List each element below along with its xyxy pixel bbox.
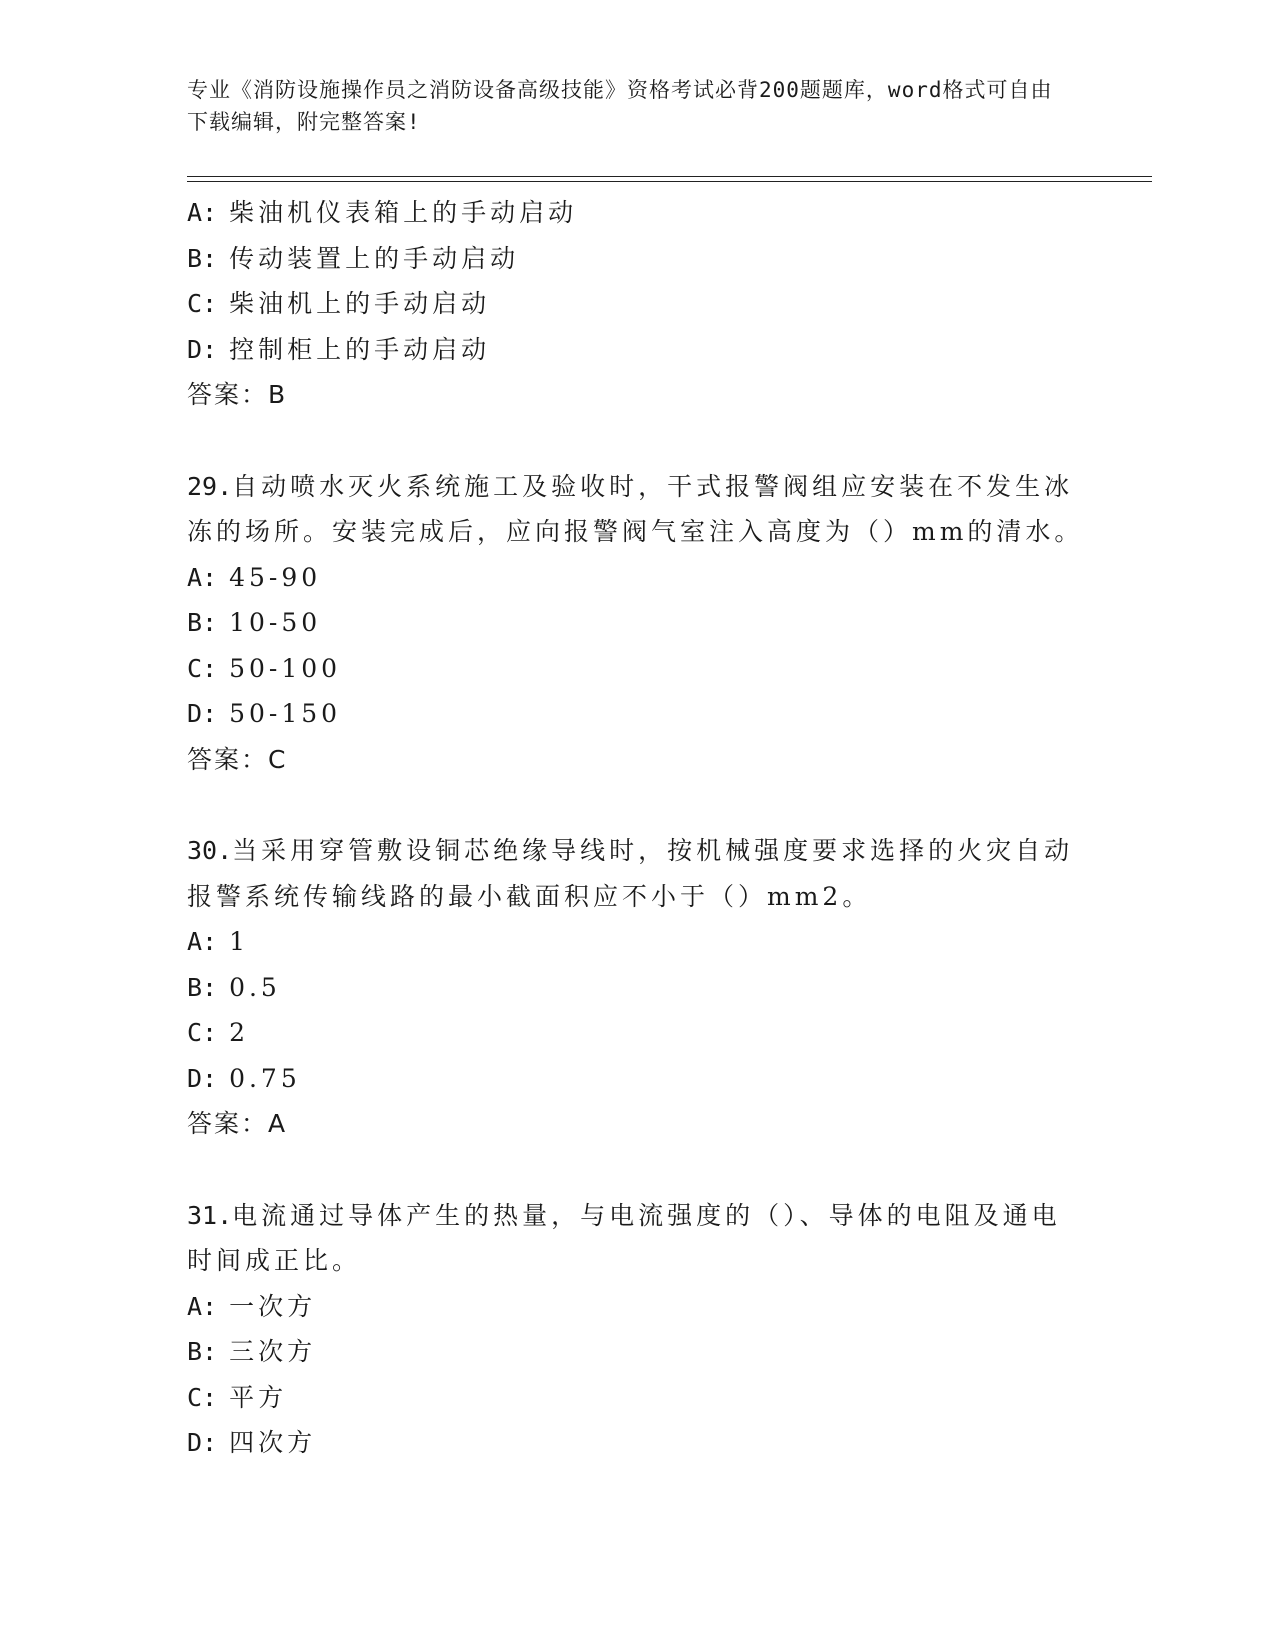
option-c: C: 平方 (187, 1382, 288, 1412)
option-b: B: 三次方 (187, 1337, 317, 1366)
question-list (187, 190, 1087, 1466)
answer-line: 答案：C (187, 744, 288, 774)
prev-question-block (187, 190, 1087, 418)
question-text: 31.电流通过导体产生的热量，与电流强度的（）、导体的电阻及通电时间成正比。 (187, 1200, 1061, 1275)
option-d: D: 四次方 (187, 1428, 317, 1457)
header-rule-bottom (187, 181, 1152, 182)
option-d: D: 控制柜上的手动启动 (187, 334, 491, 364)
option-c: C: 2 (187, 1018, 249, 1047)
question-30-block (187, 828, 1087, 1147)
option-b: B: 10-50 (187, 608, 322, 637)
option-d: D: 50-150 (187, 699, 342, 728)
header-rule-top (187, 176, 1152, 177)
document-header: 专业《消防设施操作员之消防设备高级技能》资格考试必背200题题库，word格式可自由下载编辑，附完整答案! (187, 78, 1053, 134)
question-31-block (187, 1193, 1087, 1466)
option-b: B: 0.5 (187, 972, 281, 1002)
question-text: 30.当采用穿管敷设铜芯绝缘导线时，按机械强度要求选择的火灾自动报警系统传输线路的最小截面积应不小于（）mm2。 (187, 836, 1074, 911)
option-a: A: 1 (187, 927, 249, 956)
question-29-block (187, 464, 1087, 783)
option-a: A: 一次方 (187, 1291, 317, 1321)
answer-line: 答案：B (187, 380, 288, 409)
option-a: A: 45-90 (187, 562, 322, 592)
option-b: B: 传动装置上的手动启动 (187, 243, 520, 273)
option-a: A: 柴油机仪表箱上的手动启动 (187, 198, 578, 227)
option-d: D: 0.75 (187, 1063, 301, 1093)
question-text: 29.自动喷水灭火系统施工及验收时，干式报警阀组应安装在不发生冰冻的场所。安装完成后，应向报警阀气室注入高度为（）mm的清水。 (187, 471, 1084, 546)
answer-line: 答案：A (187, 1109, 288, 1138)
option-c: C: 柴油机上的手动启动 (187, 289, 491, 318)
option-c: C: 50-100 (187, 653, 342, 683)
